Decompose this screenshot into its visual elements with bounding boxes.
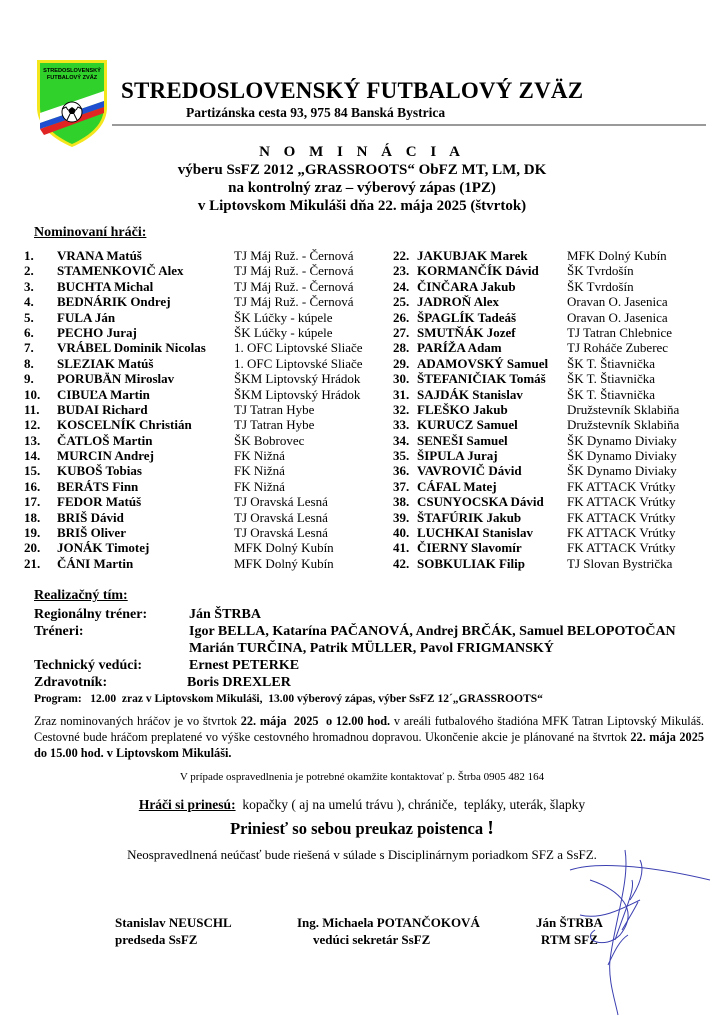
team-row-regional-coach xyxy=(34,606,261,623)
organization-title: STREDOSLOVENSKÝ FUTBALOVÝ ZVÄZ xyxy=(121,78,584,103)
player-club: TJ Oravská Lesná xyxy=(234,509,328,525)
player-number: 37. xyxy=(393,478,410,494)
player-club: FK Nižná xyxy=(234,478,285,494)
player-number: 26. xyxy=(393,309,410,325)
player-club: FK ATTACK Vrútky xyxy=(567,525,676,541)
player-number: 32. xyxy=(393,401,410,417)
player-club: TJ Máj Ruž. - Černová xyxy=(234,294,354,310)
player-number: 13. xyxy=(24,432,41,448)
player-number: 29. xyxy=(393,355,410,371)
player-number: 21. xyxy=(24,555,41,571)
insurance-notice xyxy=(0,817,724,840)
player-name: ŠIPULA Juraj xyxy=(417,448,498,464)
player-club: Oravan O. Jasenica xyxy=(567,309,668,325)
player-club: ŠK Lúčky - kúpele xyxy=(234,309,333,325)
player-name: VRÁBEL Dominik Nicolas xyxy=(57,340,206,356)
insurance-text: Priniesť so sebou preukaz poistenca xyxy=(230,819,488,838)
bring-items xyxy=(0,797,724,813)
player-number: 42. xyxy=(393,555,410,571)
player-name: BERÁTS Finn xyxy=(57,478,139,494)
player-number: 41. xyxy=(393,540,410,556)
player-name: ČATLOŠ Martin xyxy=(57,432,153,448)
team-value: Igor BELLA, Katarína PAČANOVÁ, Andrej BRČÁK, Samuel BELOPOTOČAN xyxy=(189,624,676,639)
team-value: Marián TURČINA, Patrik MÜLLER, Pavol FRIGMANSKÝ xyxy=(189,641,554,656)
player-club: TJ Oravská Lesná xyxy=(234,525,328,541)
player-name: JONÁK Timotej xyxy=(57,540,150,556)
ssfz-shield-icon xyxy=(34,57,110,149)
signatory-role: vedúci sekretár SsFZ xyxy=(313,932,431,947)
player-number: 3. xyxy=(24,278,34,294)
team-value: Ján ŠTRBA xyxy=(189,607,261,622)
program-line: Program: 12.00 zraz v Liptovskom Mikuláši, 13.00 výberový zápas, výber SsFZ 12´„GRASSROOTS“ xyxy=(34,693,543,705)
player-club: ŠK Dynamo Diviaky xyxy=(567,463,677,479)
player-number: 30. xyxy=(393,371,410,387)
bring-list: kopačky ( aj na umelú trávu ), chrániče, tepláky, uterák, šlapky xyxy=(235,797,586,812)
svg-text:FUTBALOVÝ ZVÄZ: FUTBALOVÝ ZVÄZ xyxy=(46,75,98,81)
player-name: SLEZIAK Matúš xyxy=(57,355,154,371)
signatory-name: Ing. Michaela POTANČOKOVÁ xyxy=(297,915,480,930)
player-number: 10. xyxy=(24,386,41,402)
player-number: 20. xyxy=(24,540,41,556)
players-heading: Nominovaní hráči: xyxy=(34,225,147,240)
player-name: STAMENKOVIČ Alex xyxy=(57,263,184,279)
player-name: VRANA Matúš xyxy=(57,248,142,263)
player-club: Družstevník Sklabiňa xyxy=(567,417,680,433)
player-name: BRIŠ Dávid xyxy=(57,509,124,525)
player-club: TJ Tatran Hybe xyxy=(234,417,315,433)
player-number: 16. xyxy=(24,478,41,494)
signatory-name: Ján ŠTRBA xyxy=(536,915,603,930)
player-club: ŠKM Liptovský Hrádok xyxy=(234,371,361,387)
team-value: Ernest PETERKE xyxy=(189,658,300,673)
signatory-chairman xyxy=(115,914,232,948)
player-club: ŠK T. Štiavnička xyxy=(567,371,655,387)
player-club: FK ATTACK Vrútky xyxy=(567,540,676,556)
player-number: 39. xyxy=(393,509,410,525)
player-name: ŠTAFÚRIK Jakub xyxy=(417,509,522,525)
team-row-medic xyxy=(34,674,291,691)
player-club: MFK Dolný Kubín xyxy=(234,555,334,571)
exclamation-mark: ! xyxy=(487,817,494,839)
signatory-name: Stanislav NEUSCHL xyxy=(115,915,232,930)
organization-address: Partizánska cesta 93, 975 84 Banská Bystrica xyxy=(186,105,446,120)
player-name: FULA Ján xyxy=(57,309,116,325)
player-club: ŠK T. Štiavnička xyxy=(567,355,655,371)
player-name: ŠTEFANIČIAK Tomáš xyxy=(417,371,546,387)
player-club: FK Nižná xyxy=(234,448,285,464)
player-number: 22. xyxy=(393,248,410,263)
player-club: MFK Dolný Kubín xyxy=(234,540,334,556)
player-name: CSUNYOCSKA Dávid xyxy=(417,494,544,510)
nomination-title xyxy=(0,143,724,215)
player-club: Družstevník Sklabiňa xyxy=(567,401,680,417)
player-number: 27. xyxy=(393,324,410,340)
player-club: TJ Oravská Lesná xyxy=(234,494,328,510)
paragraph-end-time: 22. mája 2025 do 15.00 hod. v Liptovskom Mikuláši. xyxy=(34,730,704,760)
team-row-coaches xyxy=(34,623,676,640)
player-club: ŠK T. Štiavnička xyxy=(567,386,655,402)
player-name: BUCHTA Michal xyxy=(57,278,154,294)
player-club: ŠK Dynamo Diviaky xyxy=(567,448,677,464)
player-name: LUCHKAI Stanislav xyxy=(417,525,533,541)
team-heading: Realizačný tím: xyxy=(34,588,128,603)
player-number: 1. xyxy=(24,248,34,263)
player-club: FK ATTACK Vrútky xyxy=(567,478,676,494)
player-number: 28. xyxy=(393,340,410,356)
player-name: KORMANČÍK Dávid xyxy=(417,263,539,279)
player-number: 35. xyxy=(393,448,410,464)
player-number: 15. xyxy=(24,463,41,479)
team-label: Tréneri: xyxy=(34,624,84,639)
paragraph-date-time: 22. mája 2025 o 12.00 hod. xyxy=(240,714,391,728)
player-name: SAJDÁK Stanislav xyxy=(417,386,523,402)
player-club: ŠK Dynamo Diviaky xyxy=(567,432,677,448)
player-number: 40. xyxy=(393,525,410,541)
player-number: 33. xyxy=(393,417,410,433)
player-club: FK Nižná xyxy=(234,463,285,479)
player-club: TJ Máj Ruž. - Černová xyxy=(234,278,354,294)
player-club: ŠK Lúčky - kúpele xyxy=(234,324,333,340)
header-divider xyxy=(112,124,706,126)
player-number: 19. xyxy=(24,525,41,541)
player-number: 11. xyxy=(24,401,40,417)
player-club: TJ Roháče Zuberec xyxy=(567,340,669,356)
disciplinary-notice: Neospravedlnená neúčasť bude riešená v súlade s Disciplinárnym poriadkom SFZ a SsFZ. xyxy=(127,847,597,862)
team-label: Zdravotník: xyxy=(34,675,108,690)
player-number: 2. xyxy=(24,263,34,279)
player-name: ŠPAGLÍK Tadeáš xyxy=(417,309,517,325)
player-number: 12. xyxy=(24,417,41,433)
player-number: 4. xyxy=(24,294,34,310)
player-name: KURUCZ Samuel xyxy=(417,417,518,433)
player-club: ŠKM Liptovský Hrádok xyxy=(234,386,361,402)
player-name: FEDOR Matúš xyxy=(57,494,142,510)
player-name: SMUTŇÁK Jozef xyxy=(417,324,516,340)
player-name: ADAMOVSKÝ Samuel xyxy=(417,355,549,371)
player-club: TJ Máj Ruž. - Černová xyxy=(234,263,354,279)
player-number: 6. xyxy=(24,324,34,340)
player-club: 1. OFC Liptovské Sliače xyxy=(234,340,363,356)
signature-icon xyxy=(560,840,720,1020)
player-club: TJ Máj Ruž. - Černová xyxy=(234,248,354,263)
player-name: SOBKULIAK Filip xyxy=(417,555,525,571)
player-club: FK ATTACK Vrútky xyxy=(567,509,676,525)
player-number: 7. xyxy=(24,340,34,356)
player-number: 5. xyxy=(24,309,34,325)
handwritten-signature xyxy=(560,840,720,1020)
nomination-heading: N O M I N Á C I A xyxy=(259,144,465,160)
player-club: ŠK Tvrdošín xyxy=(567,278,634,294)
team-label: Regionálny tréner: xyxy=(34,607,148,622)
player-number: 17. xyxy=(24,494,41,510)
player-number: 23. xyxy=(393,263,410,279)
signatory-secretary xyxy=(297,914,480,948)
player-club: ŠK Bobrovec xyxy=(234,432,305,448)
player-name: SENEŠI Samuel xyxy=(417,432,508,448)
svg-text:STREDOSLOVENSKÝ: STREDOSLOVENSKÝ xyxy=(43,68,101,74)
player-club: FK ATTACK Vrútky xyxy=(567,494,676,510)
team-row-coaches-cont xyxy=(34,640,554,657)
team-row-technical-manager xyxy=(34,657,300,674)
player-name: BUDAI Richard xyxy=(57,401,148,417)
bring-label: Hráči si prinesú: xyxy=(138,797,236,812)
player-club: TJ Tatran Chlebnice xyxy=(567,324,672,340)
player-club: 1. OFC Liptovské Sliače xyxy=(234,355,363,371)
player-number: 8. xyxy=(24,355,34,371)
title-line-4: v Liptovskom Mikuláši dňa 22. mája 2025 (štvrtok) xyxy=(197,198,527,214)
player-name: PARÍŽA Adam xyxy=(417,340,502,356)
ssfz-logo xyxy=(34,57,110,149)
player-name: JAKUBJAK Marek xyxy=(417,248,528,263)
player-name: CÁFAL Matej xyxy=(417,478,497,494)
gathering-paragraph xyxy=(34,713,704,761)
player-name: CIBUĽA Martin xyxy=(57,386,150,402)
signatory-role: RTM SFZ xyxy=(540,932,598,947)
team-label: Technický vedúci: xyxy=(34,658,142,673)
player-name: PORUBÄN Miroslav xyxy=(57,371,175,387)
player-club: TJ Slovan Bystrička xyxy=(567,555,673,571)
player-number: 9. xyxy=(24,371,34,387)
player-number: 34. xyxy=(393,432,410,448)
player-number: 18. xyxy=(24,509,41,525)
player-number: 14. xyxy=(24,448,41,464)
player-name: KUBOŠ Tobias xyxy=(57,463,142,479)
player-number: 31. xyxy=(393,386,410,402)
title-line-3: na kontrolný zraz – výberový zápas (1PZ) xyxy=(228,180,496,196)
paragraph-text: Zraz nominovaných hráčov je vo štvrtok xyxy=(34,714,241,728)
player-name: VAVROVIČ Dávid xyxy=(417,463,522,479)
player-name: ČÁNI Martin xyxy=(57,555,134,571)
player-name: PECHO Juraj xyxy=(57,324,137,340)
player-name: MURCIN Andrej xyxy=(57,448,154,464)
team-value: Boris DREXLER xyxy=(187,675,291,690)
player-number: 38. xyxy=(393,494,410,510)
player-name: KOSCELNÍK Christián xyxy=(57,417,192,433)
player-club: MFK Dolný Kubín xyxy=(567,248,667,263)
player-name: ČIERNY Slavomír xyxy=(417,540,522,556)
contact-line: V prípade ospravedlnenia je potrebné okamžite kontaktovať p. Štrba 0905 482 164 xyxy=(179,771,545,783)
player-name: ČINČARA Jakub xyxy=(417,278,516,294)
player-club: TJ Tatran Hybe xyxy=(234,401,315,417)
player-club: ŠK Tvrdošín xyxy=(567,263,634,279)
player-name: FLEŠKO Jakub xyxy=(417,401,508,417)
player-number: 25. xyxy=(393,294,410,310)
realization-team xyxy=(34,587,676,691)
player-number: 36. xyxy=(393,463,410,479)
signatory-role: predseda SsFZ xyxy=(115,932,198,947)
player-club: Oravan O. Jasenica xyxy=(567,294,668,310)
title-line-2: výberu SsFZ 2012 „GRASSROOTS“ ObFZ MT, LM, DK xyxy=(177,162,547,178)
player-name: JADROŇ Alex xyxy=(417,294,499,310)
paragraph-text: v areáli futbalového štadióna MFK Tatran Liptovský Mikuláš. Cestovné bude hráčom preplatené vo výške cestovného hromadnou dopravou. Ukončenie akcie je plánované na štvrtok xyxy=(34,714,705,744)
player-number: 24. xyxy=(393,278,410,294)
player-name: BEDNÁRIK Ondrej xyxy=(57,294,171,310)
player-name: BRIŠ Oliver xyxy=(57,525,126,541)
